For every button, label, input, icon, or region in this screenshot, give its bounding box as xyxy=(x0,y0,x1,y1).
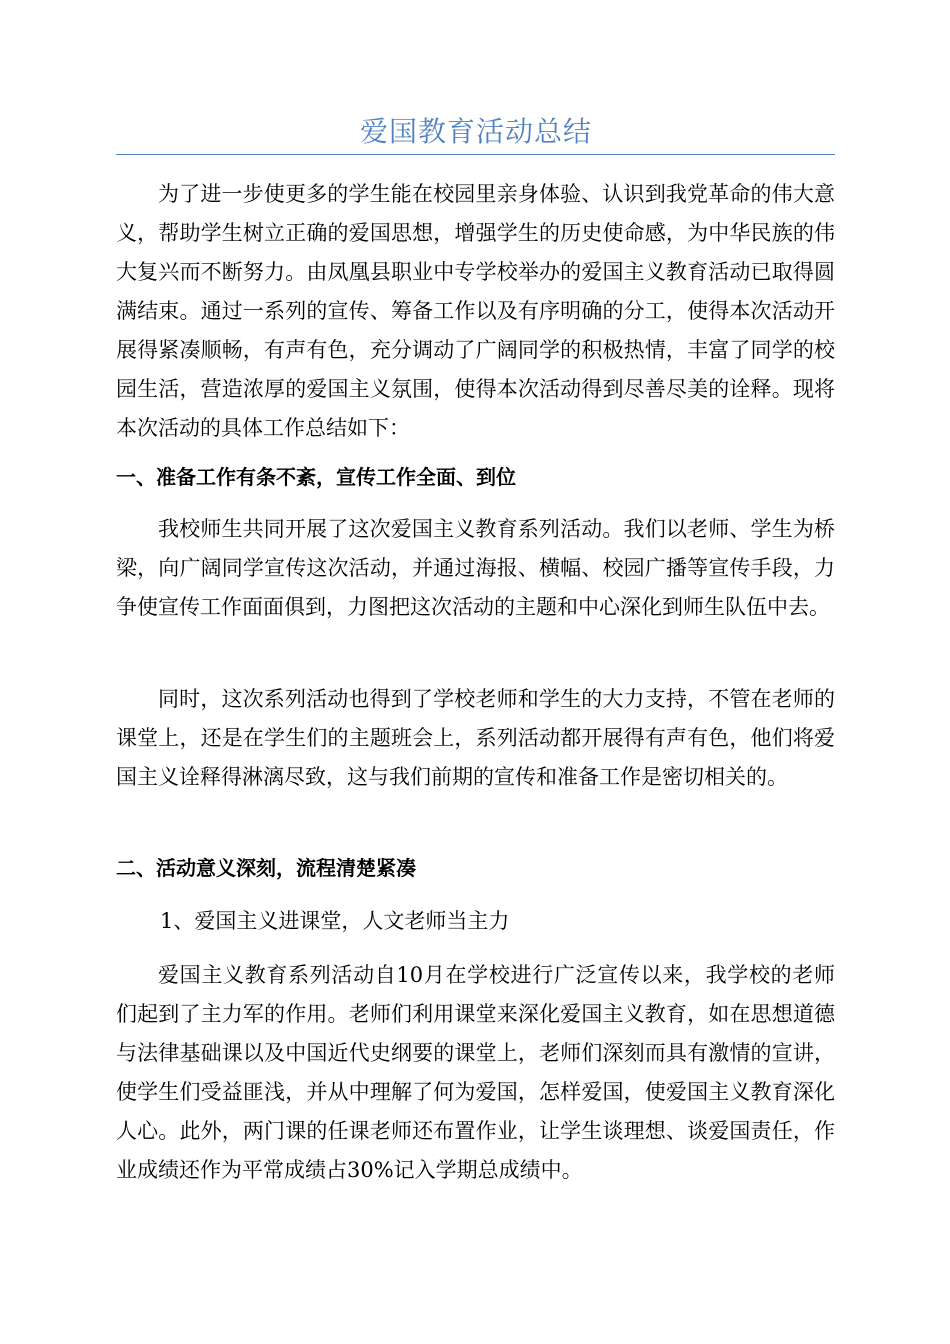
section1-paragraph-1: 我校师生共同开展了这次爱国主义教育系列活动。我们以老师、学生为桥梁，向广阔同学宣传这次活动，并通过海报、横幅、校园广播等宣传手段，力争使宣传工作面面俱到，力图把这次活动的主题和中心深化到师生队伍中去。 xyxy=(116,517,835,619)
intro-paragraph: 为了进一步使更多的学生能在校园里亲身体验、认识到我党革命的伟大意义，帮助学生树立正确的爱国思想，增强学生的历史使命感，为中华民族的伟大复兴而不断努力。由凤凰县职业中专学校举办的爱国主义教育活动已取得圆满结束。通过一系列的宣传、筹备工作以及有序明确的分工，使得本次活动开展得紧凑顺畅，有声有色，充分调动了广阔同学的积极热情，丰富了同学的校园生活，营造浓厚的爱国主义氛围，使得本次活动得到尽善尽美的诠释。现将本次活动的具体工作总结如下： xyxy=(116,182,835,440)
section2-heading: 二、活动意义深刻，流程清楚紧凑 xyxy=(116,856,416,880)
section1-paragraph-2: 同时，这次系列活动也得到了学校老师和学生的大力支持，不管在老师的课堂上，还是在学生们的主题班会上，系列活动都开展得有声有色，他们将爱国主义诠释得淋漓尽致，这与我们前期的宣传和准备工作是密切相关的。 xyxy=(116,687,835,789)
title-underline xyxy=(116,154,835,155)
document-title: 爱国教育活动总结 xyxy=(359,115,592,148)
section1-heading: 一、准备工作有条不紊，宣传工作全面、到位 xyxy=(116,465,516,489)
section2-paragraph-1: 爱国主义教育系列活动自10月在学校进行广泛宣传以来，我学校的老师们起到了主力军的作用。老师们利用课堂来深化爱国主义教育，如在思想道德与法律基础课以及中国近代史纲要的课堂上，老师们深刻而具有激情的宣讲，使学生们受益匪浅，并从中理解了何为爱国，怎样爱国，使爱国主义教育深化人心。此外，两门课的任课老师还布置作业，让学生谈理想、谈爱国责任，作业成绩还作为平常成绩占30%记入学期总成绩中。 xyxy=(116,963,835,1182)
section2-subheading: 1、爱国主义进课堂，人文老师当主力 xyxy=(160,909,510,933)
